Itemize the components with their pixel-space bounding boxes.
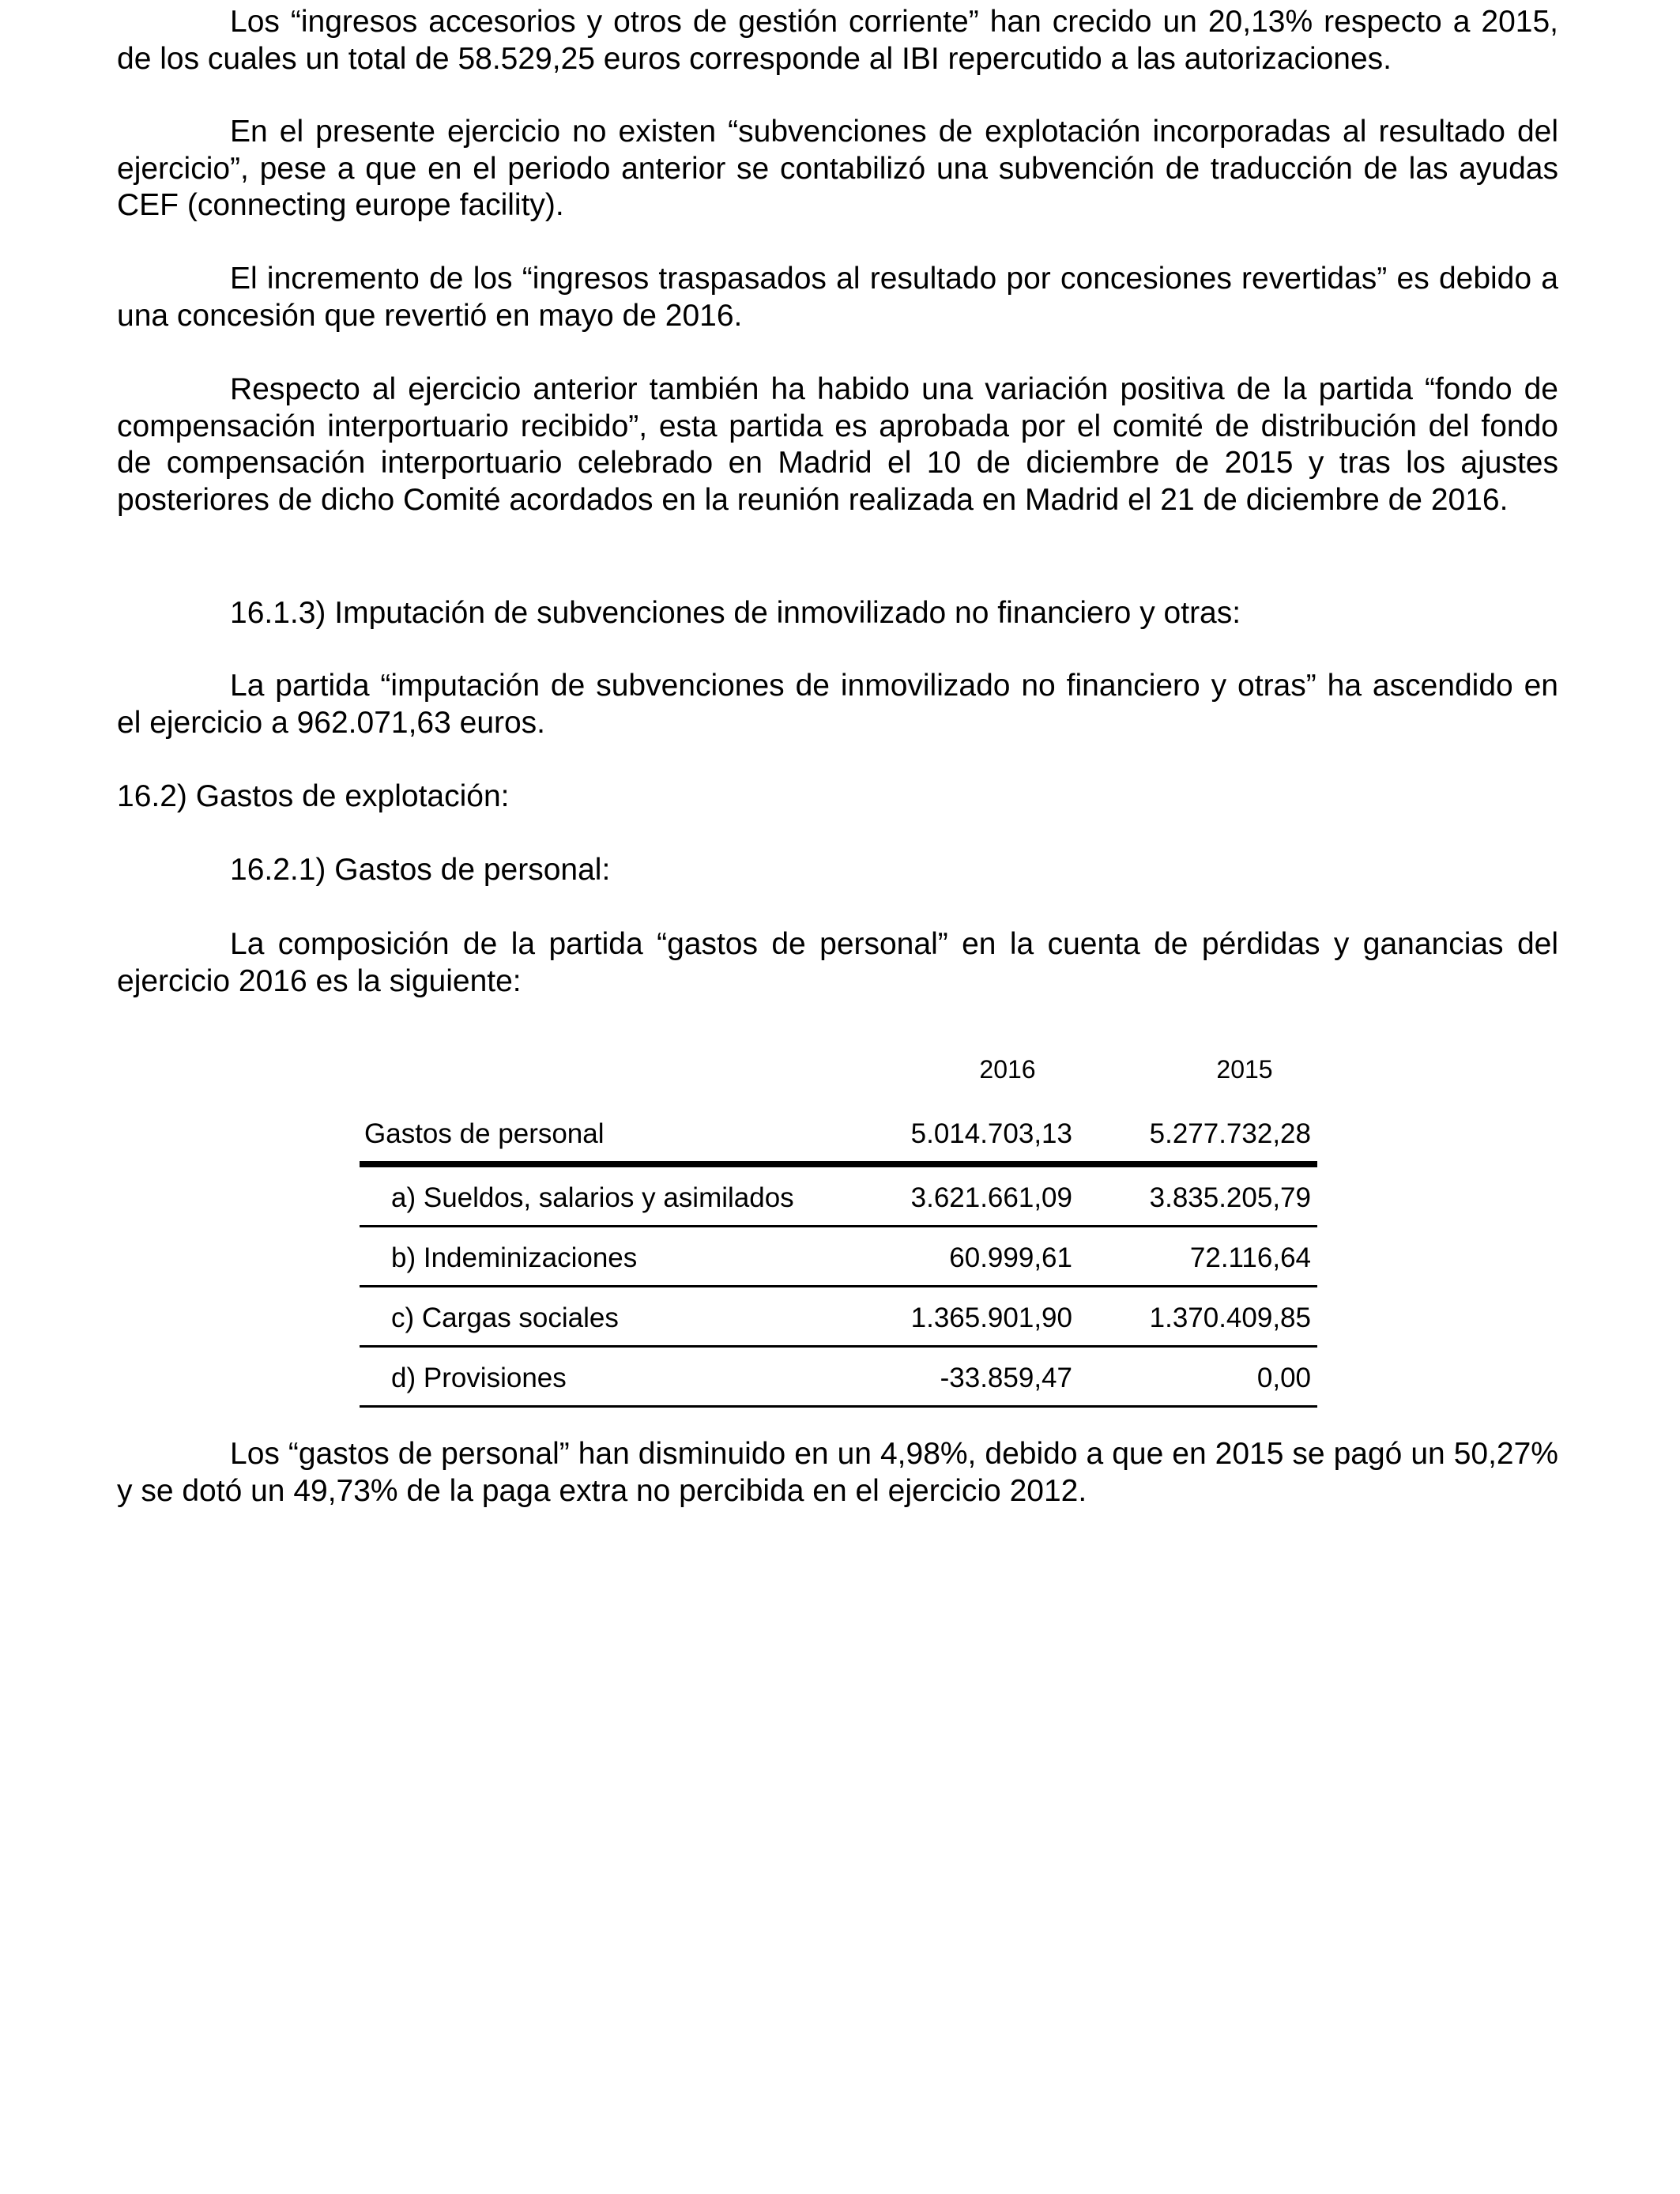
row-value-2015: 1.370.409,85 <box>1149 1302 1311 1333</box>
paragraph-ingresos-accesorios: Los “ingresos accesorios y otros de gestión corriente” han crecido un 20,13% respecto a 2015, de los cuales un total de 58.529,25 euros corresponde al IBI repercutido a las autorizaciones. <box>117 5 1558 76</box>
table-row <box>360 1287 1317 1348</box>
row-label: c) Cargas sociales <box>391 1302 619 1333</box>
table-header <box>360 1047 1317 1107</box>
paragraph-composicion-gastos: La composición de la partida “gastos de personal” en la cuenta de pérdidas y ganancias del ejercicio 2016 es la siguiente: <box>117 927 1558 998</box>
row-label: a) Sueldos, salarios y asimilados <box>391 1182 794 1213</box>
row-value-2015: 72.116,64 <box>1189 1242 1311 1273</box>
row-value-2015: 5.277.732,28 <box>1149 1118 1311 1149</box>
gastos-personal-table <box>360 1047 1317 1408</box>
row-value-2015: 3.835.205,79 <box>1149 1182 1311 1213</box>
paragraph-fondo-compensacion: Respecto al ejercicio anterior también ha habido una variación positiva de la partida “fondo de compensación interportuario recibido”, esta partida es aprobada por el comité de distribución del fondo de compensación interportuario celebrado en Madrid el 10 de diciembre de 2015 y tras los ajustes posteriores de dicho Comité acordados en la reunión realizada en Madrid el 21 de diciembre de 2016. <box>117 372 1558 517</box>
row-value-2016: 60.999,61 <box>949 1242 1072 1273</box>
row-label: d) Provisiones <box>391 1363 567 1393</box>
column-header-year-1: 2016 <box>979 1055 1036 1084</box>
row-label: b) Indeminizaciones <box>391 1242 638 1273</box>
section-heading-16-2: 16.2) Gastos de explotación: <box>117 779 510 813</box>
row-value-2016: 5.014.703,13 <box>910 1118 1072 1149</box>
row-value-2015: 0,00 <box>1256 1363 1311 1393</box>
column-header-year-2: 2015 <box>1216 1055 1273 1084</box>
table-row <box>360 1348 1317 1408</box>
table-row <box>360 1227 1317 1287</box>
paragraph-imputacion-subvenciones: La partida “imputación de subvenciones de inmovilizado no financiero y otras” ha ascendido en el ejercicio a 962.071,63 euros. <box>117 669 1558 740</box>
paragraph-gastos-disminuido: Los “gastos de personal” han disminuido en un 4,98%, debido a que en 2015 se pagó un 50,27% y se dotó un 49,73% de la paga extra no percibida en el ejercicio 2012. <box>117 1437 1558 1508</box>
paragraph-concesiones-revertidas: El incremento de los “ingresos traspasados al resultado por concesiones revertidas” es debido a una concesión que revertió en mayo de 2016. <box>117 262 1558 333</box>
section-heading-16-1-3: 16.1.3) Imputación de subvenciones de inmovilizado no financiero y otras: <box>230 596 1241 630</box>
table-row-total <box>360 1107 1317 1167</box>
section-heading-16-2-1: 16.2.1) Gastos de personal: <box>230 853 611 887</box>
row-value-2016: 3.621.661,09 <box>910 1182 1072 1213</box>
row-label: Gastos de personal <box>364 1118 605 1149</box>
table-row <box>360 1167 1317 1227</box>
paragraph-subvenciones-explotacion: En el presente ejercicio no existen “subvenciones de explotación incorporadas al resultado del ejercicio”, pese a que en el periodo anterior se contabilizó una subvención de traducción de las ayudas CEF (connecting europe facility). <box>117 115 1558 222</box>
row-value-2016: 1.365.901,90 <box>910 1302 1072 1333</box>
row-value-2016: -33.859,47 <box>940 1363 1072 1393</box>
